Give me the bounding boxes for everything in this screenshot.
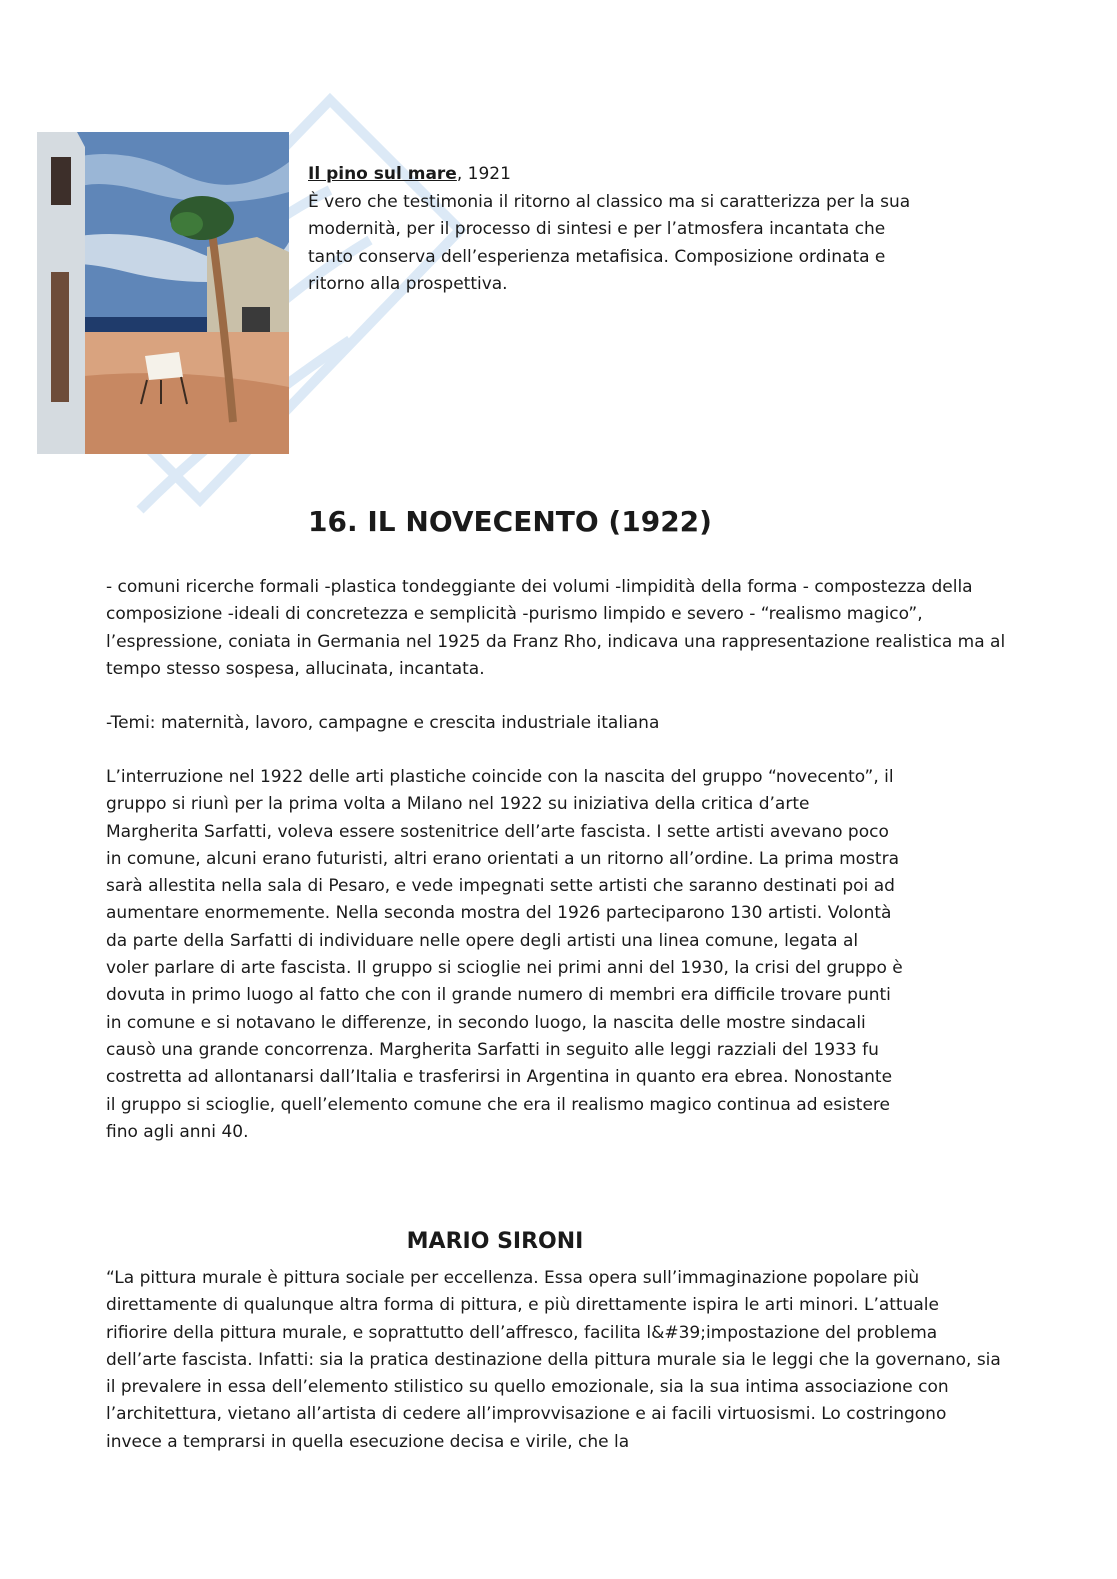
body-paragraph: L’interruzione nel 1922 delle arti plastiche coincide con la nascita del gruppo “novecento”, il gruppo si riunì per la prima volta a Milano nel 1922 su iniziativa della critica d’arte Margherita Sarfatti, voleva essere sostenitrice dell’arte fascista. I sette artisti avevano poco in comune, alcuni erano futuristi, altri erano orientati a un ritorno all’ordine. La prima mostra sarà allestita nella sala di Pesaro, e vede impegnati sette artisti che saranno destinati poi ad aumentare enormemente. Nella seconda mostra del 1926 parteciparono 130 artisti. Volontà da parte della Sarfatti di individuare nelle opere degli artisti una linea comune, legata al voler parlare di arte fascista. Il gruppo si scioglie nei primi anni del 1930, la crisi del gruppo è dovuta in primo luogo al fatto che con il grande numero di membri era difficile trovare punti in comune e si notavano le differenze, in secondo luogo, la nascita delle mostre sindacali causò una grande concorrenza. Margherita Sarfatti in seguito alle leggi razziali del 1933 fu costretta ad allontanarsi dall’Italia e trasferirsi in Argentina in quanto era ebrea. Nonostante il gruppo si scioglie, quell’elemento comune che era il realismo magico continua ad esistere fino agli anni 40. xyxy=(106,767,903,1142)
section-heading: MARIO SIRONI xyxy=(406,1229,584,1254)
pine-by-the-sea-painting-icon xyxy=(37,132,289,454)
quote-paragraph: “La pittura murale è pittura sociale per eccellenza. Essa opera sull’immaginazione popolare più direttamente di qualunque altra forma di pittura, e più direttamente ispira le arti minori. L’attuale rifiorire della pittura murale, e soprattutto dell’affresco, facilita l&#39;impostazione del problema dell’arte fascista. Infatti: sia la pratica destinazione della pittura murale sia le leggi che la governano, sia il prevalere in essa dell’elemento stilistico su quello emozionale, sia la sua intima associazione con l’architettura, vietano all’artista di cedere all’improvvisazione e ai facili virtuosismi. Lo costringono invece a temprarsi in quella esecuzione decisa e virile, che la xyxy=(106,1268,1001,1452)
painting-caption xyxy=(308,161,928,299)
themes-paragraph: -Temi: maternità, lavoro, campagne e crescita industriale italiana xyxy=(106,713,660,733)
painting-title: Il pino sul mare xyxy=(308,164,457,184)
painting-image xyxy=(37,132,289,454)
intro-paragraph: - comuni ricerche formali -plastica tondeggiante dei volumi -limpidità della forma - compostezza della composizione -ideali di concretezza e semplicità -purismo limpido e severo - “realismo magico”, l’espressione, coniata in Germania nel 1925 da Franz Rho, indicava una rappresentazione realistica ma al tempo stesso sospesa, allucinata, incantata. xyxy=(106,577,1006,679)
chapter-heading: 16. IL NOVECENTO (1922) xyxy=(308,505,712,538)
painting-description: È vero che testimonia il ritorno al classico ma si caratterizza per la sua modernità, per il processo di sintesi e per l’atmosfera incantata che tanto conserva dell’esperienza metafisica. Composizione ordinata e ritorno alla prospettiva. xyxy=(308,191,911,294)
painting-year: , 1921 xyxy=(456,164,511,184)
